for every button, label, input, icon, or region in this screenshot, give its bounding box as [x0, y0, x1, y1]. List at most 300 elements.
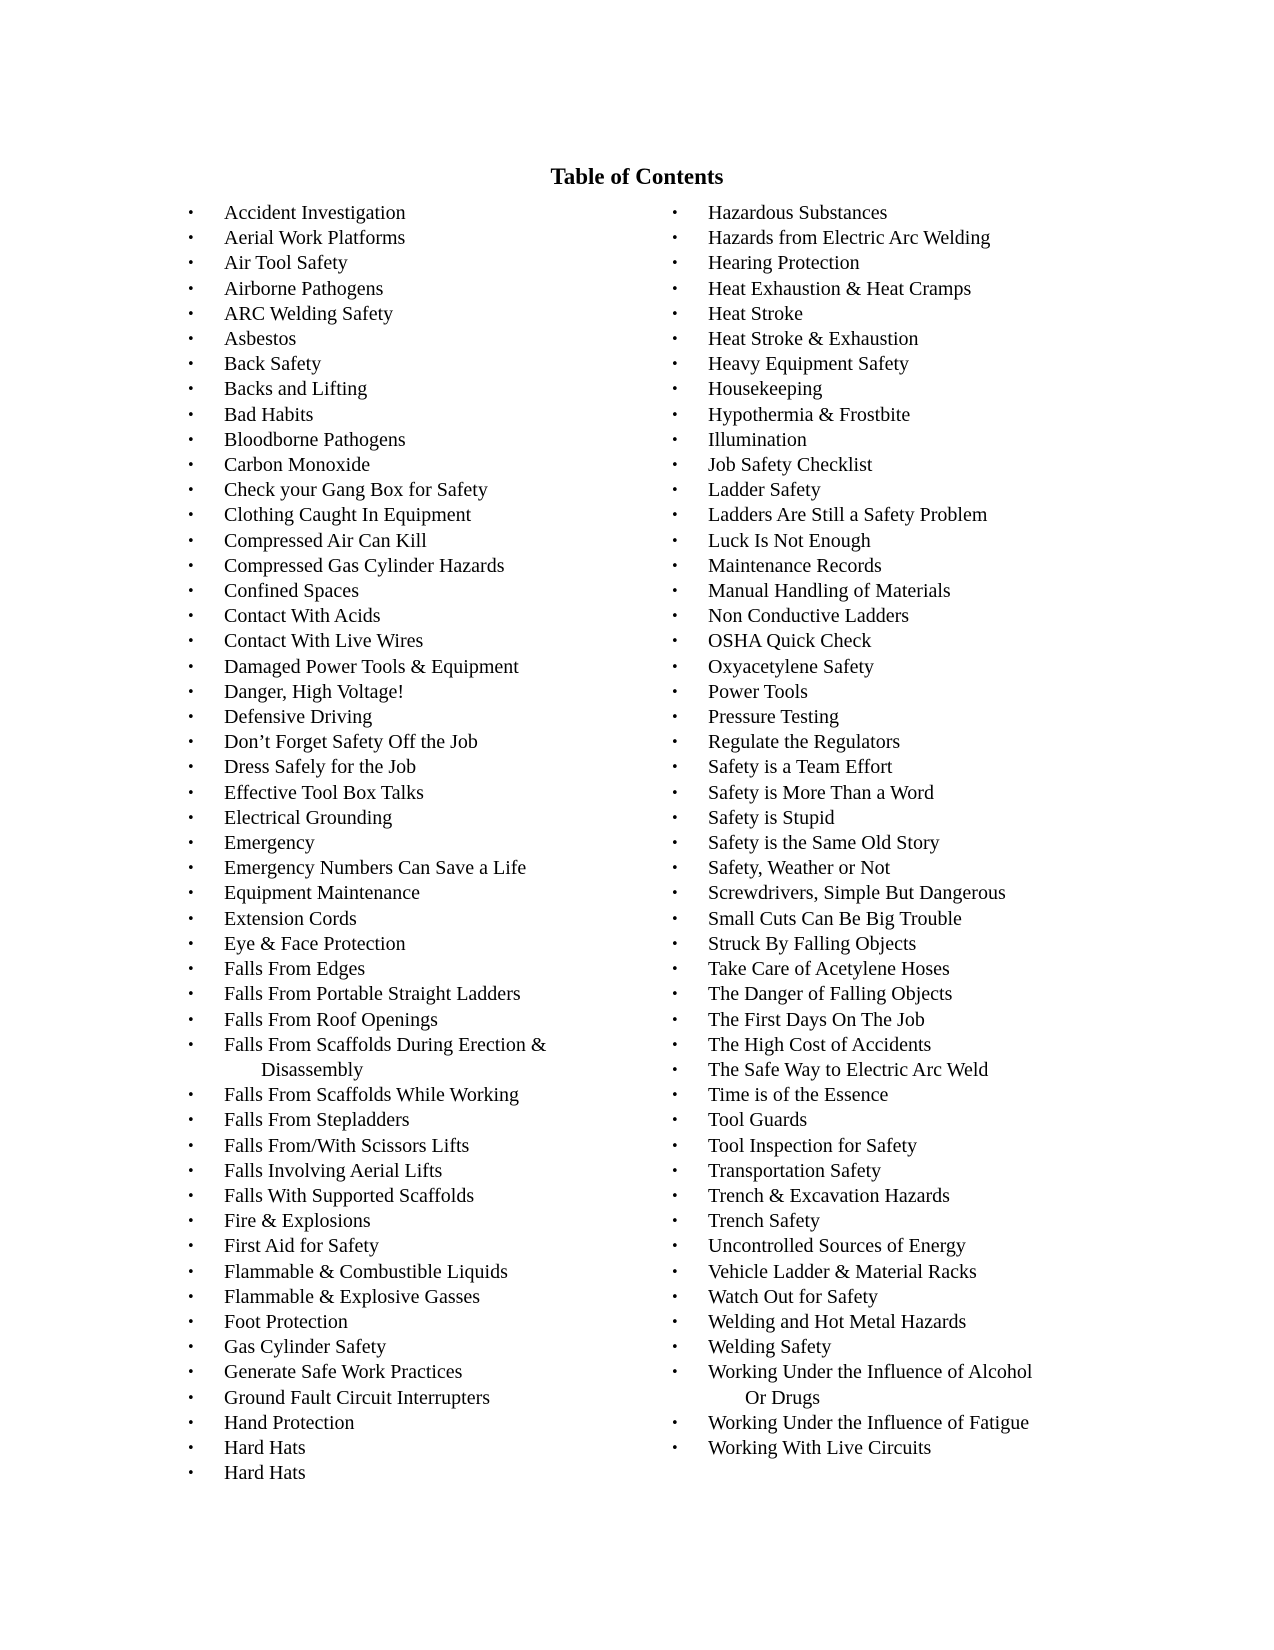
bullet-icon: •: [187, 281, 195, 297]
toc-item-label: Falls From Edges: [224, 958, 366, 981]
toc-item: [671, 1260, 1091, 1285]
toc-item-label-continued: Or Drugs: [745, 1386, 820, 1409]
toc-item: [671, 1209, 1091, 1234]
toc-item-label: Small Cuts Can Be Big Trouble: [708, 907, 962, 930]
toc-item-label: Safety, Weather or Not: [708, 857, 891, 880]
toc-item: [187, 1260, 607, 1285]
toc-item: [187, 1209, 607, 1234]
toc-item: [671, 1285, 1091, 1310]
toc-item: [187, 1386, 607, 1411]
bullet-icon: •: [671, 407, 679, 423]
toc-item-label: OSHA Quick Check: [708, 630, 872, 653]
bullet-icon: •: [187, 231, 195, 247]
toc-right-column: [671, 201, 1091, 1461]
toc-item-label: Compressed Gas Cylinder Hazards: [224, 554, 505, 577]
toc-item: [671, 629, 1091, 654]
page-title: Table of Contents: [550, 164, 724, 190]
toc-item-label: Working Under the Influence of Fatigue: [708, 1411, 1030, 1434]
bullet-icon: •: [187, 1314, 195, 1330]
bullet-icon: •: [187, 407, 195, 423]
toc-item: [187, 1184, 607, 1209]
toc-item-label: Heat Exhaustion & Heat Cramps: [708, 277, 972, 300]
toc-item-label: Flammable & Combustible Liquids: [224, 1260, 508, 1283]
toc-item-label: Heavy Equipment Safety: [708, 353, 910, 376]
toc-item: [187, 1159, 607, 1184]
bullet-icon: •: [187, 1390, 195, 1406]
bullet-icon: •: [187, 483, 195, 499]
toc-item-label: Equipment Maintenance: [224, 882, 421, 905]
bullet-icon: •: [671, 735, 679, 751]
bullet-icon: •: [187, 1088, 195, 1104]
toc-item: [187, 1461, 607, 1486]
toc-item-label: The Danger of Falling Objects: [708, 983, 953, 1006]
bullet-icon: •: [187, 735, 195, 751]
bullet-icon: •: [671, 1440, 679, 1456]
toc-item: [671, 932, 1091, 957]
toc-item: [187, 655, 607, 680]
toc-item: [671, 604, 1091, 629]
toc-item-label: Take Care of Acetylene Hoses: [708, 958, 950, 981]
toc-item: [671, 1184, 1091, 1209]
bullet-icon: •: [187, 1415, 195, 1431]
toc-item-label: Electrical Grounding: [224, 806, 393, 829]
toc-item: [671, 1411, 1091, 1436]
bullet-icon: •: [671, 1163, 679, 1179]
bullet-icon: •: [671, 332, 679, 348]
toc-item-label: Gas Cylinder Safety: [224, 1336, 387, 1359]
bullet-icon: •: [187, 1466, 195, 1482]
toc-item-label: First Aid for Safety: [224, 1235, 379, 1258]
toc-item: [671, 1310, 1091, 1335]
bullet-icon: •: [671, 911, 679, 927]
toc-item: [671, 730, 1091, 755]
bullet-icon: •: [187, 558, 195, 574]
toc-item: [187, 831, 607, 856]
bullet-icon: •: [671, 684, 679, 700]
toc-item-label: Manual Handling of Materials: [708, 580, 951, 603]
toc-item: [187, 302, 607, 327]
toc-item: [671, 982, 1091, 1007]
bullet-icon: •: [671, 256, 679, 272]
bullet-icon: •: [671, 634, 679, 650]
toc-item: [671, 1058, 1091, 1083]
toc-item: [671, 1234, 1091, 1259]
toc-item-label: Screwdrivers, Simple But Dangerous: [708, 882, 1006, 905]
toc-item-label: Struck By Falling Objects: [708, 932, 917, 955]
toc-item-label: Falls From/With Scissors Lifts: [224, 1134, 470, 1157]
bullet-icon: •: [671, 760, 679, 776]
toc-item-label: Backs and Lifting: [224, 378, 368, 401]
bullet-icon: •: [671, 1138, 679, 1154]
toc-item-label: Fire & Explosions: [224, 1210, 371, 1233]
toc-item-label: Housekeeping: [708, 378, 823, 401]
toc-item-label: Hazardous Substances: [708, 202, 888, 224]
toc-item-label: Pressure Testing: [708, 706, 839, 729]
toc-item-label: Air Tool Safety: [224, 252, 348, 275]
toc-item: [671, 226, 1091, 251]
bullet-icon: •: [671, 533, 679, 549]
toc-item: [187, 579, 607, 604]
toc-item-label: The First Days On The Job: [708, 1008, 925, 1031]
toc-item-label: Eye & Face Protection: [224, 932, 406, 955]
toc-left-column: [187, 201, 607, 1486]
bullet-icon: •: [187, 936, 195, 952]
toc-item-label: Heat Stroke: [708, 302, 803, 325]
toc-item: [187, 478, 607, 503]
toc-item: [671, 453, 1091, 478]
toc-item-label: Safety is More Than a Word: [708, 781, 934, 804]
bullet-icon: •: [187, 1188, 195, 1204]
toc-item-label: Extension Cords: [224, 907, 357, 930]
toc-item: [671, 251, 1091, 276]
bullet-icon: •: [671, 1012, 679, 1028]
toc-item-label-continued: Disassembly: [261, 1058, 364, 1081]
bullet-icon: •: [187, 987, 195, 1003]
toc-item-label: Safety is a Team Effort: [708, 756, 893, 779]
toc-item-label: Working With Live Circuits: [708, 1436, 932, 1459]
toc-item: [187, 1108, 607, 1133]
toc-item: [187, 629, 607, 654]
toc-item: [671, 302, 1091, 327]
toc-item-label: Vehicle Ladder & Material Racks: [708, 1260, 977, 1283]
toc-item-label: Non Conductive Ladders: [708, 605, 910, 628]
toc-item: [187, 1083, 607, 1108]
toc-item: [187, 781, 607, 806]
toc-item-label: Maintenance Records: [708, 554, 882, 577]
toc-item: [671, 856, 1091, 881]
bullet-icon: •: [187, 306, 195, 322]
bullet-icon: •: [671, 609, 679, 625]
toc-item-label: Safety is the Same Old Story: [708, 832, 940, 855]
toc-item: [671, 277, 1091, 302]
bullet-icon: •: [187, 1239, 195, 1255]
bullet-icon: •: [671, 1314, 679, 1330]
bullet-icon: •: [187, 508, 195, 524]
toc-item-label: Danger, High Voltage!: [224, 680, 405, 703]
bullet-icon: •: [187, 357, 195, 373]
toc-item: [671, 352, 1091, 377]
bullet-icon: •: [671, 508, 679, 524]
toc-item: [671, 1335, 1091, 1360]
bullet-icon: •: [671, 1188, 679, 1204]
bullet-icon: •: [187, 1037, 195, 1053]
toc-item-label: Ladder Safety: [708, 479, 821, 502]
bullet-icon: •: [187, 1214, 195, 1230]
toc-item-label: Contact With Live Wires: [224, 630, 424, 653]
toc-item: [671, 655, 1091, 680]
toc-item: [671, 957, 1091, 982]
toc-item: [187, 1033, 607, 1083]
toc-item-label: Tool Inspection for Safety: [708, 1134, 918, 1157]
toc-item: [671, 680, 1091, 705]
bullet-icon: •: [671, 584, 679, 600]
toc-item-label: Generate Safe Work Practices: [224, 1361, 463, 1384]
bullet-icon: •: [671, 1415, 679, 1431]
toc-item: [187, 1310, 607, 1335]
toc-item-label: Asbestos: [224, 328, 297, 351]
toc-item-label: Emergency Numbers Can Save a Life: [224, 857, 527, 880]
toc-item-label: Heat Stroke & Exhaustion: [708, 328, 919, 351]
toc-item: [187, 352, 607, 377]
toc-item-label: Confined Spaces: [224, 580, 359, 603]
toc-item-label: Falls From Scaffolds During Erection &: [224, 1033, 547, 1056]
bullet-icon: •: [187, 609, 195, 625]
toc-item: [187, 428, 607, 453]
toc-item-label: Welding and Hot Metal Hazards: [708, 1310, 967, 1333]
toc-item: [187, 755, 607, 780]
bullet-icon: •: [671, 1289, 679, 1305]
toc-item: [187, 1335, 607, 1360]
toc-item: [671, 1008, 1091, 1033]
toc-item: [671, 1083, 1091, 1108]
bullet-icon: •: [187, 584, 195, 600]
toc-item-label: Hearing Protection: [708, 252, 860, 275]
toc-item: [671, 554, 1091, 579]
toc-item: [671, 377, 1091, 402]
toc-item: [187, 1436, 607, 1461]
bullet-icon: •: [187, 886, 195, 902]
toc-item-label: Oxyacetylene Safety: [708, 655, 875, 678]
bullet-icon: •: [671, 306, 679, 322]
toc-item-label: Bloodborne Pathogens: [224, 428, 406, 451]
toc-item-label: Job Safety Checklist: [708, 454, 873, 477]
bullet-icon: •: [187, 458, 195, 474]
toc-item-label: Hard Hats: [224, 1462, 306, 1485]
bullet-icon: •: [187, 911, 195, 927]
toc-item: [187, 1285, 607, 1310]
bullet-icon: •: [671, 836, 679, 852]
bullet-icon: •: [187, 1289, 195, 1305]
toc-item: [671, 1436, 1091, 1461]
toc-item: [187, 529, 607, 554]
bullet-icon: •: [671, 1239, 679, 1255]
toc-item-label: Flammable & Explosive Gasses: [224, 1285, 481, 1308]
toc-item-label: Effective Tool Box Talks: [224, 781, 424, 804]
toc-item-label: Power Tools: [708, 680, 808, 703]
toc-item-label: Contact With Acids: [224, 605, 381, 628]
bullet-icon: •: [671, 1113, 679, 1129]
bullet-icon: •: [187, 1138, 195, 1154]
bullet-icon: •: [187, 810, 195, 826]
toc-item: [671, 755, 1091, 780]
toc-item-label: Hypothermia & Frostbite: [708, 403, 911, 426]
bullet-icon: •: [671, 1365, 679, 1381]
toc-item-label: Compressed Air Can Kill: [224, 529, 427, 552]
toc-item-label: Falls With Supported Scaffolds: [224, 1184, 475, 1207]
toc-item-label: Hand Protection: [224, 1411, 355, 1434]
bullet-icon: •: [671, 1062, 679, 1078]
bullet-icon: •: [671, 861, 679, 877]
toc-item: [187, 277, 607, 302]
bullet-icon: •: [187, 861, 195, 877]
toc-item: [187, 251, 607, 276]
toc-item-label: Safety is Stupid: [708, 806, 835, 829]
bullet-icon: •: [187, 659, 195, 675]
toc-item: [187, 932, 607, 957]
toc-item: [671, 806, 1091, 831]
toc-item: [187, 680, 607, 705]
toc-item-label: Back Safety: [224, 353, 322, 376]
toc-item: [671, 478, 1091, 503]
toc-item: [671, 428, 1091, 453]
toc-item: [187, 453, 607, 478]
bullet-icon: •: [671, 281, 679, 297]
bullet-icon: •: [187, 533, 195, 549]
bullet-icon: •: [671, 886, 679, 902]
toc-item: [187, 1008, 607, 1033]
toc-item-label: Airborne Pathogens: [224, 277, 384, 300]
bullet-icon: •: [187, 1440, 195, 1456]
toc-item: [671, 327, 1091, 352]
toc-item-label: Time is of the Essence: [708, 1084, 889, 1107]
toc-item-label: Check your Gang Box for Safety: [224, 479, 488, 502]
toc-item-label: The High Cost of Accidents: [708, 1033, 932, 1056]
bullet-icon: •: [671, 710, 679, 726]
toc-item-label: Accident Investigation: [224, 202, 406, 224]
toc-item-label: Aerial Work Platforms: [224, 227, 406, 250]
toc-item: [671, 781, 1091, 806]
bullet-icon: •: [187, 710, 195, 726]
toc-item-label: Damaged Power Tools & Equipment: [224, 655, 519, 678]
bullet-icon: •: [671, 1264, 679, 1280]
toc-item: [187, 226, 607, 251]
bullet-icon: •: [671, 1037, 679, 1053]
toc-item: [671, 503, 1091, 528]
toc-item-label: Hazards from Electric Arc Welding: [708, 227, 991, 250]
bullet-icon: •: [187, 1163, 195, 1179]
toc-item-label: Falls Involving Aerial Lifts: [224, 1159, 443, 1182]
toc-item: [187, 1360, 607, 1385]
toc-item: [671, 1033, 1091, 1058]
toc-item-label: Tool Guards: [708, 1109, 808, 1132]
toc-item: [671, 201, 1091, 226]
bullet-icon: •: [187, 256, 195, 272]
toc-item: [187, 982, 607, 1007]
toc-item-label: Illumination: [708, 428, 807, 451]
bullet-icon: •: [187, 1365, 195, 1381]
toc-item-label: Uncontrolled Sources of Energy: [708, 1235, 966, 1258]
bullet-icon: •: [671, 810, 679, 826]
bullet-icon: •: [187, 760, 195, 776]
toc-item-label: The Safe Way to Electric Arc Weld: [708, 1058, 989, 1081]
bullet-icon: •: [671, 1340, 679, 1356]
toc-item: [671, 403, 1091, 428]
bullet-icon: •: [187, 1340, 195, 1356]
toc-item-label: Luck Is Not Enough: [708, 529, 871, 552]
bullet-icon: •: [671, 962, 679, 978]
bullet-icon: •: [671, 483, 679, 499]
toc-item: [187, 377, 607, 402]
toc-item-label: Transportation Safety: [708, 1159, 882, 1182]
toc-item-label: Trench Safety: [708, 1210, 821, 1233]
bullet-icon: •: [671, 987, 679, 1003]
bullet-icon: •: [671, 432, 679, 448]
toc-item-label: ARC Welding Safety: [224, 302, 394, 325]
toc-item-label: Falls From Scaffolds While Working: [224, 1084, 520, 1107]
toc-item-label: Dress Safely for the Job: [224, 756, 417, 779]
bullet-icon: •: [187, 962, 195, 978]
toc-item-label: Working Under the Influence of Alcohol: [708, 1361, 1033, 1384]
toc-item: [671, 881, 1091, 906]
toc-item: [187, 730, 607, 755]
toc-item: [671, 579, 1091, 604]
bullet-icon: •: [671, 231, 679, 247]
bullet-icon: •: [187, 836, 195, 852]
bullet-icon: •: [187, 382, 195, 398]
bullet-icon: •: [187, 332, 195, 348]
bullet-icon: •: [671, 936, 679, 952]
toc-item: [187, 1234, 607, 1259]
bullet-icon: •: [187, 1264, 195, 1280]
toc-item-label: Defensive Driving: [224, 706, 373, 729]
bullet-icon: •: [671, 458, 679, 474]
toc-item: [187, 327, 607, 352]
toc-item: [187, 907, 607, 932]
bullet-icon: •: [671, 785, 679, 801]
toc-item-label: Falls From Portable Straight Ladders: [224, 983, 521, 1006]
toc-item: [671, 1134, 1091, 1159]
toc-item: [187, 503, 607, 528]
toc-item-label: Foot Protection: [224, 1310, 348, 1333]
bullet-icon: •: [671, 1214, 679, 1230]
toc-item-label: Watch Out for Safety: [708, 1285, 878, 1308]
bullet-icon: •: [671, 558, 679, 574]
bullet-icon: •: [187, 1113, 195, 1129]
toc-item: [671, 705, 1091, 730]
toc-item: [187, 957, 607, 982]
toc-item: [187, 554, 607, 579]
toc-item-label: Don’t Forget Safety Off the Job: [224, 731, 478, 754]
toc-item-label: Carbon Monoxide: [224, 454, 371, 477]
bullet-icon: •: [187, 684, 195, 700]
toc-item: [671, 1360, 1091, 1410]
toc-item-label: Ground Fault Circuit Interrupters: [224, 1386, 491, 1409]
bullet-icon: •: [187, 785, 195, 801]
toc-item: [187, 604, 607, 629]
toc-item-label: Hard Hats: [224, 1436, 306, 1459]
bullet-icon: •: [187, 634, 195, 650]
bullet-icon: •: [671, 659, 679, 675]
toc-item-label: Emergency: [224, 832, 315, 855]
bullet-icon: •: [671, 206, 679, 221]
toc-item: [671, 529, 1091, 554]
toc-item-label: Falls From Roof Openings: [224, 1008, 438, 1031]
toc-item-label: Welding Safety: [708, 1336, 832, 1359]
toc-item: [187, 806, 607, 831]
bullet-icon: •: [671, 357, 679, 373]
bullet-icon: •: [671, 1088, 679, 1104]
toc-item-label: Trench & Excavation Hazards: [708, 1184, 950, 1207]
toc-item: [187, 1411, 607, 1436]
toc-item: [187, 705, 607, 730]
bullet-icon: •: [671, 382, 679, 398]
toc-item-label: Ladders Are Still a Safety Problem: [708, 504, 988, 527]
toc-item-label: Regulate the Regulators: [708, 731, 901, 754]
toc-item: [671, 831, 1091, 856]
toc-item: [187, 881, 607, 906]
toc-item: [671, 907, 1091, 932]
toc-item: [187, 201, 607, 226]
bullet-icon: •: [187, 432, 195, 448]
toc-item: [187, 1134, 607, 1159]
bullet-icon: •: [187, 206, 195, 221]
toc-item-label: Falls From Stepladders: [224, 1109, 410, 1132]
toc-item-label: Clothing Caught In Equipment: [224, 504, 472, 527]
toc-item: [671, 1108, 1091, 1133]
toc-item: [187, 403, 607, 428]
toc-item-label: Bad Habits: [224, 403, 314, 426]
toc-item: [671, 1159, 1091, 1184]
